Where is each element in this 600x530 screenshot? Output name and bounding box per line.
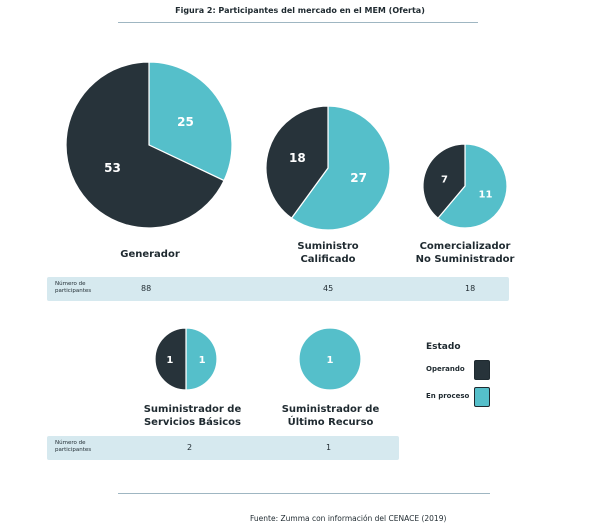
label-basicos-line1: Suministrador de — [143, 404, 242, 415]
legend-operando-swatch — [474, 360, 490, 380]
strip-1-label — [55, 281, 91, 295]
strip-1-label-line2: participantes — [55, 288, 92, 294]
label-suministro-line1: Suministro — [297, 241, 359, 252]
value-basicos-en-proceso: 1 — [198, 355, 206, 366]
total-basicos: 2 — [187, 443, 193, 452]
value-comercializador-operando: 7 — [440, 174, 448, 186]
legend-operando-label: Operando — [426, 365, 465, 373]
label-comercializador-line2: No Suministrador — [415, 254, 515, 265]
total-ultimo: 1 — [326, 443, 332, 452]
value-generador-en-proceso: 25 — [177, 114, 194, 129]
label-suministro — [268, 240, 388, 266]
label-comercializador-line1: Comercializador — [419, 241, 511, 252]
figure-title: Figura 2: Participantes del mercado en el MEM (Oferta) — [175, 6, 425, 15]
total-generador: 88 — [141, 284, 152, 293]
legend-title: Estado — [426, 342, 461, 352]
label-basicos — [130, 403, 255, 429]
strip-1-label-line1: Número de — [55, 281, 86, 287]
label-suministro-line2: Calificado — [300, 254, 356, 265]
strip-2-label-line1: Número de — [55, 440, 86, 446]
label-ultimo-line2: Último Recurso — [287, 417, 374, 428]
value-basicos-operando: 1 — [166, 355, 174, 366]
label-comercializador — [400, 240, 530, 266]
totals-strip-1 — [47, 277, 509, 301]
legend-en-proceso-label: En proceso — [426, 392, 470, 400]
value-suministro-operando: 18 — [288, 151, 306, 166]
label-generador-line1: Generador — [120, 249, 180, 260]
strip-2-label — [55, 440, 91, 454]
value-comercializador-en-proceso: 11 — [478, 189, 493, 201]
value-ultimo-en-proceso: 1 — [326, 355, 334, 366]
label-generador — [90, 248, 210, 261]
totals-strip-2 — [47, 436, 399, 460]
source-note: Fuente: Zumma con información del CENACE (2019) — [250, 514, 447, 523]
label-basicos-line2: Servicios Básicos — [143, 417, 242, 428]
strip-2-label-line2: participantes — [55, 447, 92, 453]
label-ultimo-line1: Suministrador de — [281, 404, 380, 415]
bottom-rule — [118, 493, 490, 494]
value-generador-operando: 53 — [104, 161, 121, 176]
legend-en-proceso-swatch — [474, 387, 490, 407]
value-suministro-en-proceso: 27 — [350, 170, 368, 185]
total-suministro: 45 — [323, 284, 334, 293]
label-ultimo — [268, 403, 393, 429]
total-comercializador: 18 — [465, 284, 476, 293]
